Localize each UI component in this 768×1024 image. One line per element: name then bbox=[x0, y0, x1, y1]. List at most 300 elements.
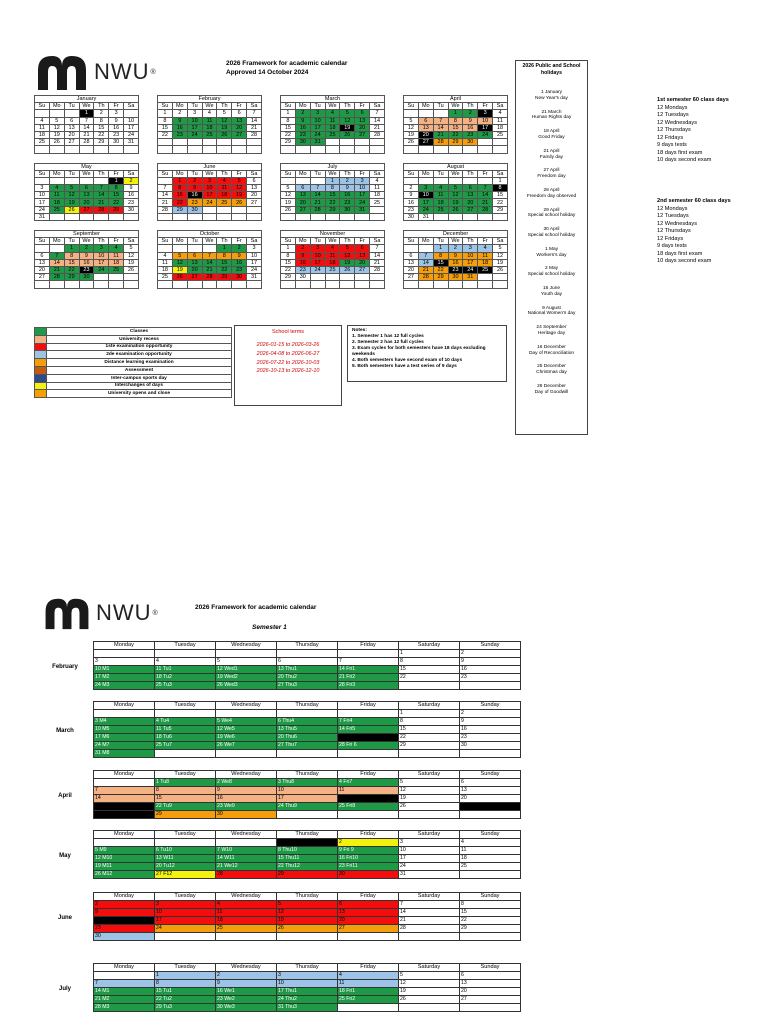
day-cell: 23 bbox=[109, 131, 124, 138]
day-cell: 17 bbox=[187, 124, 202, 131]
weekday-header: We bbox=[202, 103, 217, 110]
day-cell: 5 bbox=[340, 110, 355, 117]
semester2-item: 18 days first exam bbox=[657, 250, 703, 257]
semester-day-cell: 11 bbox=[460, 847, 521, 855]
semester-day-cell: 13 bbox=[460, 787, 521, 795]
day-cell: 11 bbox=[202, 117, 217, 124]
day-cell: 7 bbox=[158, 185, 173, 192]
weekday-header: Monday bbox=[94, 702, 155, 710]
semester-day-cell: 10 bbox=[277, 980, 338, 988]
weekday-header: We bbox=[325, 170, 340, 177]
day-cell bbox=[310, 281, 325, 288]
day-cell bbox=[217, 206, 232, 213]
day-cell: 13 bbox=[232, 117, 247, 124]
semester-day-cell bbox=[277, 650, 338, 658]
day-cell bbox=[35, 281, 50, 288]
semester-day-cell bbox=[460, 811, 521, 819]
day-cell: 6 bbox=[187, 252, 202, 259]
semester-day-cell: 21 bbox=[94, 803, 155, 811]
holiday-name: Freedom day observed bbox=[526, 193, 577, 199]
semester-day-cell: 31 bbox=[399, 871, 460, 879]
day-cell: 9 bbox=[404, 192, 419, 199]
day-cell bbox=[418, 281, 433, 288]
holiday-name: Freedom day bbox=[537, 174, 566, 180]
weekday-header: Tu bbox=[64, 170, 79, 177]
semester-day-cell: 4 bbox=[216, 901, 277, 909]
day-cell: 30 bbox=[79, 274, 94, 281]
registered-mark: ® bbox=[150, 68, 156, 76]
semester-day-cell: 18 bbox=[216, 917, 277, 925]
semester-day-cell bbox=[216, 650, 277, 658]
day-cell bbox=[310, 213, 325, 220]
day-cell: 13 bbox=[295, 192, 310, 199]
legend-swatch bbox=[35, 351, 47, 359]
day-cell bbox=[124, 281, 139, 288]
day-cell: 27 bbox=[404, 274, 419, 281]
holiday-name: Youth day bbox=[540, 291, 563, 297]
day-cell: 1 bbox=[493, 177, 508, 184]
day-cell: 18 bbox=[370, 192, 385, 199]
day-cell: 5 bbox=[124, 245, 139, 252]
day-cell: 1 bbox=[325, 177, 340, 184]
day-cell: 9 bbox=[340, 185, 355, 192]
day-cell: 10 bbox=[94, 252, 109, 259]
weekday-header: Th bbox=[94, 170, 109, 177]
semester2-item: 12 Wednesdays bbox=[657, 220, 698, 227]
day-cell: 30 bbox=[295, 274, 310, 281]
semester-day-cell bbox=[338, 933, 399, 941]
day-cell: 22 bbox=[217, 266, 232, 273]
day-cell: 22 bbox=[281, 266, 296, 273]
day-cell: 26 bbox=[404, 139, 419, 146]
day-cell bbox=[404, 110, 419, 117]
semester-day-cell: 19 bbox=[277, 917, 338, 925]
semester-day-cell: 1 bbox=[399, 650, 460, 658]
semester-day-cell bbox=[338, 710, 399, 718]
weekday-header: Tuesday bbox=[155, 964, 216, 972]
month-calendar bbox=[34, 230, 139, 289]
day-cell: 12 bbox=[124, 252, 139, 259]
day-cell bbox=[247, 281, 262, 288]
day-cell: 16 bbox=[79, 259, 94, 266]
day-cell: 8 bbox=[281, 252, 296, 259]
day-cell: 27 bbox=[355, 131, 370, 138]
day-cell: 26 bbox=[49, 139, 64, 146]
day-cell: 28 bbox=[247, 131, 262, 138]
semester-day-cell: 13 Thu5 bbox=[277, 726, 338, 734]
day-cell: 12 bbox=[404, 124, 419, 131]
weekday-header: Fr bbox=[478, 103, 493, 110]
nwu-emblem-icon bbox=[34, 52, 90, 92]
holiday-name: Christmas day bbox=[536, 370, 567, 376]
day-cell bbox=[404, 177, 419, 184]
weekday-header: Sa bbox=[247, 238, 262, 245]
day-cell: 23 bbox=[463, 131, 478, 138]
day-cell: 12 bbox=[493, 252, 508, 259]
weekday-header: Mo bbox=[172, 103, 187, 110]
day-cell: 27 bbox=[295, 206, 310, 213]
legend-label: University opens and close bbox=[47, 390, 232, 398]
day-cell: 6 bbox=[295, 185, 310, 192]
semester-day-cell: 25 Fri8 bbox=[338, 803, 399, 811]
semester-day-cell: 15 bbox=[460, 909, 521, 917]
day-cell: 19 bbox=[448, 199, 463, 206]
day-cell: 29 bbox=[281, 139, 296, 146]
day-cell bbox=[158, 213, 173, 220]
day-cell: 25 bbox=[202, 131, 217, 138]
day-cell bbox=[124, 274, 139, 281]
day-cell: 23 bbox=[295, 131, 310, 138]
day-cell: 29 bbox=[217, 274, 232, 281]
semester-day-cell: 14 W11 bbox=[216, 855, 277, 863]
day-cell bbox=[433, 146, 448, 153]
day-cell bbox=[478, 274, 493, 281]
day-cell: 8 bbox=[158, 117, 173, 124]
day-cell: 14 bbox=[79, 124, 94, 131]
weekday-header: Tuesday bbox=[155, 702, 216, 710]
day-cell: 31 bbox=[463, 274, 478, 281]
day-cell bbox=[463, 281, 478, 288]
semester-day-cell: 16 bbox=[460, 666, 521, 674]
day-cell bbox=[64, 213, 79, 220]
month-name: March bbox=[281, 96, 385, 103]
day-cell: 21 bbox=[370, 124, 385, 131]
day-cell bbox=[247, 139, 262, 146]
semester-day-cell bbox=[277, 750, 338, 758]
weekday-header: Su bbox=[281, 103, 296, 110]
note-item: 2. Semester 2 has 12 full cycles bbox=[352, 340, 424, 345]
day-cell: 10 bbox=[478, 117, 493, 124]
month-name: December bbox=[404, 231, 508, 238]
semester-day-cell: 22 Tu2 bbox=[155, 996, 216, 1004]
semester-day-cell: 27 bbox=[460, 803, 521, 811]
day-cell: 18 bbox=[433, 199, 448, 206]
day-cell: 29 bbox=[448, 139, 463, 146]
weekday-header: Tuesday bbox=[155, 893, 216, 901]
semester-day-cell: 20 Tu12 bbox=[155, 863, 216, 871]
school-terms-box bbox=[234, 325, 342, 406]
day-cell: 21 bbox=[433, 131, 448, 138]
semester-day-cell: 29 Tu3 bbox=[155, 1004, 216, 1012]
day-cell: 25 bbox=[493, 131, 508, 138]
day-cell: 17 bbox=[247, 259, 262, 266]
semester-day-cell: 14 bbox=[94, 795, 155, 803]
day-cell: 17 bbox=[202, 192, 217, 199]
day-cell bbox=[187, 213, 202, 220]
weekday-header: Tu bbox=[187, 238, 202, 245]
day-cell: 12 bbox=[340, 252, 355, 259]
semester-month-block bbox=[37, 641, 500, 693]
day-cell: 15 bbox=[493, 192, 508, 199]
semester-day-cell: 5 bbox=[216, 658, 277, 666]
semester-day-cell: 4 Tu4 bbox=[155, 718, 216, 726]
day-cell: 26 bbox=[124, 266, 139, 273]
day-cell bbox=[325, 274, 340, 281]
semester-day-cell: 20 bbox=[338, 917, 399, 925]
day-cell: 19 bbox=[493, 259, 508, 266]
semester-day-cell: 18 Tu2 bbox=[155, 674, 216, 682]
day-cell bbox=[109, 281, 124, 288]
month-name: June bbox=[158, 163, 262, 170]
day-cell bbox=[35, 146, 50, 153]
legend-swatch bbox=[35, 382, 47, 390]
semester-day-cell: 16 bbox=[460, 726, 521, 734]
day-cell: 24 bbox=[418, 206, 433, 213]
semester1-item: 10 days second exam bbox=[657, 157, 712, 163]
semester-day-cell: 3 bbox=[277, 972, 338, 980]
day-cell: 29 bbox=[433, 274, 448, 281]
weekday-header: Friday bbox=[338, 702, 399, 710]
day-cell: 4 bbox=[35, 117, 50, 124]
day-cell bbox=[463, 213, 478, 220]
day-cell bbox=[281, 146, 296, 153]
day-cell: 19 bbox=[340, 124, 355, 131]
day-cell: 11 bbox=[478, 252, 493, 259]
day-cell bbox=[79, 146, 94, 153]
day-cell bbox=[295, 177, 310, 184]
semester-day-cell: 11 Tu5 bbox=[155, 726, 216, 734]
holiday-entry bbox=[516, 149, 587, 161]
semester2-item: 10 days second exam bbox=[657, 258, 712, 264]
day-cell: 28 bbox=[310, 206, 325, 213]
day-cell: 5 bbox=[217, 110, 232, 117]
day-cell: 13 bbox=[355, 117, 370, 124]
day-cell: 11 bbox=[325, 252, 340, 259]
semester-day-cell: 25 Tu3 bbox=[155, 682, 216, 690]
day-cell: 18 bbox=[325, 124, 340, 131]
day-cell bbox=[217, 146, 232, 153]
weekday-header: Sa bbox=[247, 103, 262, 110]
day-cell: 1 bbox=[79, 110, 94, 117]
day-cell: 4 bbox=[325, 245, 340, 252]
weekday-header: Mo bbox=[49, 170, 64, 177]
holiday-name: National Women's day bbox=[527, 311, 576, 317]
day-cell: 2 bbox=[295, 110, 310, 117]
school-terms-title: School terms bbox=[271, 329, 305, 335]
legend-swatch bbox=[35, 359, 47, 367]
day-cell: 1 bbox=[217, 245, 232, 252]
legend-label: Classes bbox=[47, 328, 232, 336]
day-cell: 18 bbox=[478, 259, 493, 266]
semester-day-cell: 24 bbox=[399, 863, 460, 871]
day-cell bbox=[35, 245, 50, 252]
day-cell bbox=[448, 146, 463, 153]
day-cell: 8 bbox=[433, 252, 448, 259]
semester-day-cell bbox=[399, 1004, 460, 1012]
weekday-header: Friday bbox=[338, 771, 399, 779]
nwu-logo-bottom bbox=[42, 595, 158, 631]
holiday-name: Human Rights day bbox=[531, 115, 572, 121]
semester-day-cell: 27 bbox=[338, 925, 399, 933]
day-cell bbox=[124, 110, 139, 117]
semester-month-label: June bbox=[57, 914, 72, 921]
day-cell: 17 bbox=[35, 199, 50, 206]
day-cell: 4 bbox=[433, 185, 448, 192]
semester1-summary bbox=[657, 97, 767, 165]
semester-day-cell bbox=[399, 933, 460, 941]
day-cell: 7 bbox=[478, 185, 493, 192]
weekday-header: We bbox=[448, 238, 463, 245]
day-cell bbox=[202, 245, 217, 252]
weekday-header: Th bbox=[217, 103, 232, 110]
day-cell: 24 bbox=[463, 266, 478, 273]
holiday-name: Special school holiday bbox=[527, 272, 576, 278]
day-cell: 20 bbox=[247, 192, 262, 199]
day-cell bbox=[232, 213, 247, 220]
day-cell: 26 bbox=[340, 131, 355, 138]
weekday-header: Saturday bbox=[399, 642, 460, 650]
semester-day-cell: 21 We12 bbox=[216, 863, 277, 871]
day-cell bbox=[370, 274, 385, 281]
semester-day-cell: 27 Thu3 bbox=[277, 682, 338, 690]
day-cell: 9 bbox=[232, 252, 247, 259]
month-name: April bbox=[404, 96, 508, 103]
semester-day-cell: 29 bbox=[277, 871, 338, 879]
semester-day-cell: 8 bbox=[399, 718, 460, 726]
semester-day-cell: 3 bbox=[399, 839, 460, 847]
day-cell: 12 bbox=[448, 192, 463, 199]
weekday-header: Tu bbox=[310, 103, 325, 110]
day-cell: 13 bbox=[355, 252, 370, 259]
month-name: November bbox=[281, 231, 385, 238]
day-cell bbox=[463, 146, 478, 153]
weekday-header: Th bbox=[340, 170, 355, 177]
semester-day-cell bbox=[216, 750, 277, 758]
day-cell: 8 bbox=[325, 185, 340, 192]
weekday-header: Sunday bbox=[460, 771, 521, 779]
day-cell: 14 bbox=[370, 252, 385, 259]
day-cell: 28 bbox=[49, 274, 64, 281]
semester-day-cell: 30 bbox=[338, 871, 399, 879]
day-cell bbox=[187, 281, 202, 288]
day-cell bbox=[49, 146, 64, 153]
day-cell bbox=[217, 213, 232, 220]
day-cell: 7 bbox=[370, 110, 385, 117]
month-calendar bbox=[403, 230, 508, 289]
day-cell: 6 bbox=[64, 117, 79, 124]
day-cell: 31 bbox=[247, 274, 262, 281]
day-cell: 22 bbox=[281, 131, 296, 138]
day-cell: 22 bbox=[172, 199, 187, 206]
day-cell: 9 bbox=[124, 185, 139, 192]
day-cell: 20 bbox=[35, 266, 50, 273]
month-name: October bbox=[158, 231, 262, 238]
holiday-date: 1 May bbox=[544, 246, 559, 252]
day-cell: 5 bbox=[281, 185, 296, 192]
weekday-header: Sa bbox=[370, 103, 385, 110]
day-cell bbox=[187, 139, 202, 146]
semester-day-cell: 2 bbox=[460, 650, 521, 658]
semester-day-cell: 1 bbox=[399, 710, 460, 718]
day-cell: 26 bbox=[448, 206, 463, 213]
school-term-range: 2026-04-08 to 2026-06-27 bbox=[256, 350, 320, 357]
holiday-entry bbox=[516, 110, 587, 122]
day-cell bbox=[281, 281, 296, 288]
semester1-item: 9 days tests bbox=[657, 142, 687, 148]
legend-swatch bbox=[35, 374, 47, 382]
weekday-header: Wednesday bbox=[216, 893, 277, 901]
day-cell: 24 bbox=[202, 199, 217, 206]
semester-day-cell bbox=[399, 682, 460, 690]
day-cell: 21 bbox=[478, 199, 493, 206]
day-cell: 20 bbox=[187, 266, 202, 273]
day-cell: 11 bbox=[158, 259, 173, 266]
day-cell: 8 bbox=[172, 185, 187, 192]
semester-day-cell: 14 Fri5 bbox=[338, 726, 399, 734]
day-cell: 31 bbox=[124, 139, 139, 146]
day-cell: 3 bbox=[35, 185, 50, 192]
day-cell: 8 bbox=[94, 117, 109, 124]
day-cell: 16 bbox=[295, 124, 310, 131]
semester-day-cell: 7 bbox=[338, 658, 399, 666]
weekday-header: Mo bbox=[418, 103, 433, 110]
day-cell: 17 bbox=[463, 259, 478, 266]
semester-day-cell: 5 M9 bbox=[94, 847, 155, 855]
legend-label: Distance learning examination bbox=[47, 359, 232, 367]
semester-day-cell bbox=[338, 1004, 399, 1012]
semester-day-cell: 19 bbox=[399, 988, 460, 996]
semester-day-cell: 2 We8 bbox=[216, 779, 277, 787]
day-cell: 27 bbox=[463, 206, 478, 213]
semester-day-cell: 26 bbox=[277, 925, 338, 933]
day-cell: 25 bbox=[370, 199, 385, 206]
day-cell bbox=[418, 245, 433, 252]
day-cell: 3 bbox=[310, 245, 325, 252]
semester-day-cell: 10 bbox=[155, 909, 216, 917]
color-legend bbox=[34, 327, 232, 398]
day-cell: 1 bbox=[172, 177, 187, 184]
weekday-header: Su bbox=[281, 238, 296, 245]
weekday-header: Friday bbox=[338, 642, 399, 650]
semester-day-cell bbox=[460, 871, 521, 879]
holiday-date: 18 April bbox=[543, 129, 560, 135]
semester-day-cell: 15 bbox=[399, 666, 460, 674]
semester1-item: 12 Thursdays bbox=[657, 127, 691, 133]
semester-day-cell: 18 bbox=[460, 855, 521, 863]
semester-day-cell: 4 bbox=[155, 658, 216, 666]
semester-day-cell: 14 bbox=[399, 909, 460, 917]
semester1-item: 12 Wednesdays bbox=[657, 119, 698, 126]
day-cell: 4 bbox=[478, 245, 493, 252]
weekday-header: Wednesday bbox=[216, 702, 277, 710]
weekday-header: Monday bbox=[94, 642, 155, 650]
registered-mark: ® bbox=[152, 609, 158, 617]
holiday-name: Good Friday bbox=[538, 134, 565, 140]
day-cell: 6 bbox=[247, 177, 262, 184]
weekday-header: Mo bbox=[49, 238, 64, 245]
semester1-item: 12 Tuesdays bbox=[657, 112, 689, 118]
legend-label: University recess bbox=[47, 335, 232, 343]
semester-day-cell bbox=[94, 650, 155, 658]
day-cell: 22 bbox=[325, 199, 340, 206]
day-cell: 17 bbox=[94, 259, 109, 266]
semester-day-cell: 7 bbox=[399, 901, 460, 909]
day-cell: 7 bbox=[433, 117, 448, 124]
semester-day-cell: 15 Thu11 bbox=[277, 855, 338, 863]
legend-swatch bbox=[35, 390, 47, 398]
weekday-header: Tu bbox=[310, 238, 325, 245]
semester-day-cell: 15 Tu1 bbox=[155, 988, 216, 996]
month-calendar bbox=[403, 95, 508, 154]
weekday-header: Saturday bbox=[399, 702, 460, 710]
day-cell: 23 bbox=[79, 266, 94, 273]
day-cell: 30 bbox=[295, 139, 310, 146]
day-cell: 21 bbox=[94, 199, 109, 206]
day-cell: 6 bbox=[355, 245, 370, 252]
semester-day-cell: 22 bbox=[399, 734, 460, 742]
semester-day-cell: 13 bbox=[460, 980, 521, 988]
day-cell: 15 bbox=[325, 192, 340, 199]
